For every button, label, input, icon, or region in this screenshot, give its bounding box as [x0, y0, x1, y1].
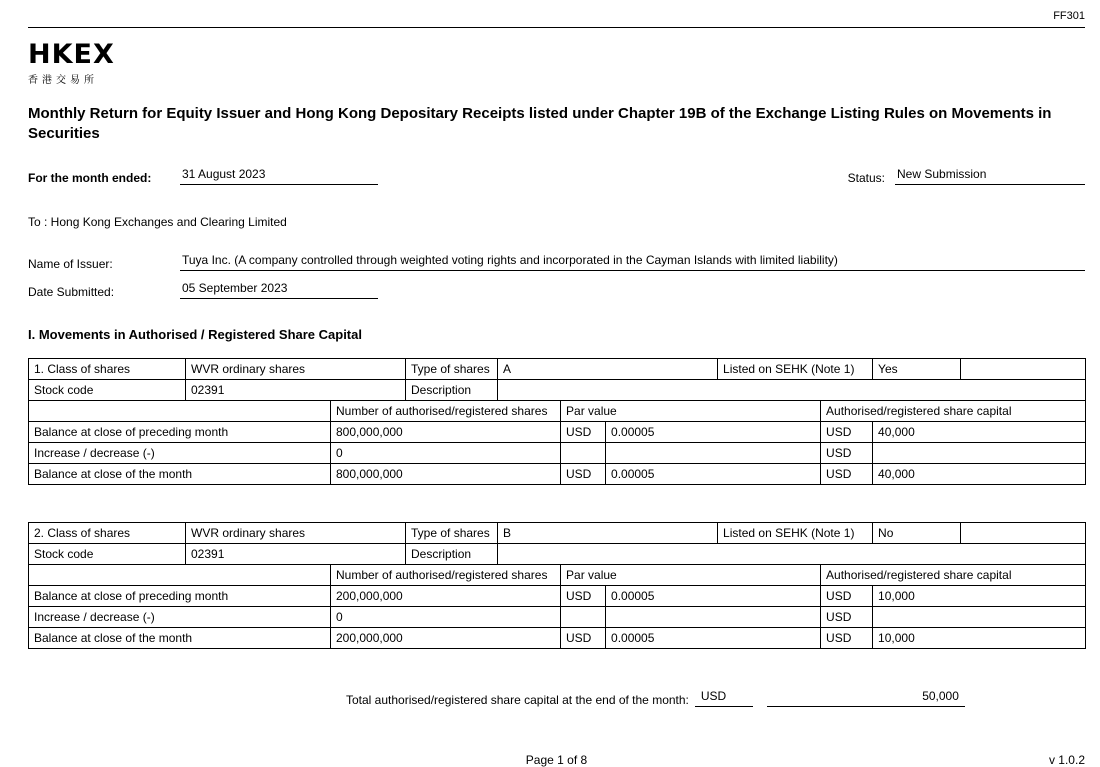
currency-cell	[561, 606, 606, 627]
description-value-cell	[498, 379, 1086, 400]
row-label-cell: Increase / decrease (-)	[29, 606, 331, 627]
currency-cell: USD	[821, 463, 873, 484]
par-value-cell	[606, 442, 821, 463]
balance-preceding-row	[29, 585, 1086, 606]
balance-close-row	[29, 463, 1086, 484]
shares-value-cell: 800,000,000	[331, 421, 561, 442]
stock-code-label-cell: Stock code	[29, 543, 186, 564]
col-header-shares: Number of authorised/registered shares	[331, 564, 561, 585]
par-value-cell: 0.00005	[606, 463, 821, 484]
type-label-cell: Type of shares	[406, 358, 498, 379]
listed-label-cell: Listed on SEHK (Note 1)	[718, 358, 873, 379]
total-row	[28, 689, 1085, 707]
share-class-table-1	[28, 358, 1086, 485]
currency-cell: USD	[821, 606, 873, 627]
description-label-cell: Description	[406, 543, 498, 564]
top-divider	[28, 27, 1085, 28]
date-submitted-row	[28, 281, 1085, 299]
class-row	[29, 358, 1086, 379]
issuer-row	[28, 253, 1085, 271]
currency-cell: USD	[821, 627, 873, 648]
capital-value-cell: 40,000	[873, 463, 1086, 484]
hkex-logo-chinese: 香港交易所	[28, 75, 98, 86]
total-value: 50,000	[767, 689, 965, 707]
stock-code-label-cell: Stock code	[29, 379, 186, 400]
class-row	[29, 522, 1086, 543]
balance-close-row	[29, 627, 1086, 648]
hkex-logo	[28, 41, 1085, 86]
shares-value-cell: 800,000,000	[331, 463, 561, 484]
class-value-cell: WVR ordinary shares	[186, 522, 406, 543]
col-header-capital: Authorised/registered share capital	[821, 564, 1086, 585]
date-submitted-label: Date Submitted:	[28, 284, 115, 299]
month-ended-value: 31 August 2023	[180, 167, 378, 185]
row-label-cell: Balance at close of the month	[29, 463, 331, 484]
footer-page-number: Page 1 of 8	[525, 752, 588, 767]
class-label-cell: 2. Class of shares	[29, 522, 186, 543]
capital-value-cell: 10,000	[873, 627, 1086, 648]
status-label: Status:	[847, 170, 885, 185]
empty-cell	[29, 400, 331, 421]
listed-label-cell: Listed on SEHK (Note 1)	[718, 522, 873, 543]
form-title: Monthly Return for Equity Issuer and Hong Kong Depositary Receipts listed under Chapter 19B of the Exchange Listing Rules on Movements in Securities	[28, 105, 1052, 143]
type-value-cell: A	[498, 358, 718, 379]
currency-cell: USD	[821, 421, 873, 442]
type-label-cell: Type of shares	[406, 522, 498, 543]
par-value-cell	[606, 606, 821, 627]
col-header-par: Par value	[561, 564, 821, 585]
total-label: Total authorised/registered share capital at the end of the month:	[346, 692, 689, 707]
par-value-cell: 0.00005	[606, 627, 821, 648]
row-label-cell: Balance at close of the month	[29, 627, 331, 648]
status-value: New Submission	[895, 167, 1085, 185]
empty-cell	[961, 358, 1086, 379]
col-header-shares: Number of authorised/registered shares	[331, 400, 561, 421]
currency-cell: USD	[561, 463, 606, 484]
row-label-cell: Increase / decrease (-)	[29, 442, 331, 463]
balance-preceding-row	[29, 421, 1086, 442]
page-footer	[28, 753, 1085, 767]
currency-cell	[561, 442, 606, 463]
par-value-cell: 0.00005	[606, 421, 821, 442]
month-status-row	[28, 167, 1085, 185]
col-header-par: Par value	[561, 400, 821, 421]
empty-cell	[29, 564, 331, 585]
hkex-logo-text: HKEX	[28, 39, 115, 70]
currency-cell: USD	[821, 442, 873, 463]
capital-value-cell: 40,000	[873, 421, 1086, 442]
capital-value-cell	[873, 442, 1086, 463]
capital-value-cell: 10,000	[873, 585, 1086, 606]
currency-cell: USD	[561, 585, 606, 606]
stock-code-row	[29, 379, 1086, 400]
share-class-table-2	[28, 522, 1086, 649]
description-value-cell	[498, 543, 1086, 564]
stock-code-value-cell: 02391	[186, 379, 406, 400]
shares-value-cell: 200,000,000	[331, 585, 561, 606]
listed-value-cell: No	[873, 522, 961, 543]
increase-decrease-row	[29, 442, 1086, 463]
section-heading: I. Movements in Authorised / Registered Share Capital	[28, 326, 362, 342]
total-currency: USD	[695, 689, 753, 707]
stock-code-value-cell: 02391	[186, 543, 406, 564]
currency-cell: USD	[561, 421, 606, 442]
capital-value-cell	[873, 606, 1086, 627]
shares-value-cell: 200,000,000	[331, 627, 561, 648]
par-value-cell: 0.00005	[606, 585, 821, 606]
currency-cell: USD	[561, 627, 606, 648]
issuer-value: Tuya Inc. (A company controlled through weighted voting rights and incorporated in the Cayman Islands with limited liability)	[180, 253, 1085, 271]
type-value-cell: B	[498, 522, 718, 543]
class-value-cell: WVR ordinary shares	[186, 358, 406, 379]
shares-value-cell: 0	[331, 606, 561, 627]
description-label-cell: Description	[406, 379, 498, 400]
form-code: FF301	[1053, 10, 1085, 22]
currency-cell: USD	[821, 585, 873, 606]
date-submitted-value: 05 September 2023	[180, 281, 378, 299]
listed-value-cell: Yes	[873, 358, 961, 379]
shares-value-cell: 0	[331, 442, 561, 463]
column-header-row	[29, 400, 1086, 421]
row-label-cell: Balance at close of preceding month	[29, 421, 331, 442]
to-line: To : Hong Kong Exchanges and Clearing Limited	[28, 214, 287, 229]
stock-code-row	[29, 543, 1086, 564]
empty-cell	[961, 522, 1086, 543]
issuer-label: Name of Issuer:	[28, 256, 113, 271]
column-header-row	[29, 564, 1086, 585]
increase-decrease-row	[29, 606, 1086, 627]
month-ended-label: For the month ended:	[28, 170, 152, 185]
footer-version: v 1.0.2	[1048, 752, 1085, 767]
row-label-cell: Balance at close of preceding month	[29, 585, 331, 606]
class-label-cell: 1. Class of shares	[29, 358, 186, 379]
col-header-capital: Authorised/registered share capital	[821, 400, 1086, 421]
